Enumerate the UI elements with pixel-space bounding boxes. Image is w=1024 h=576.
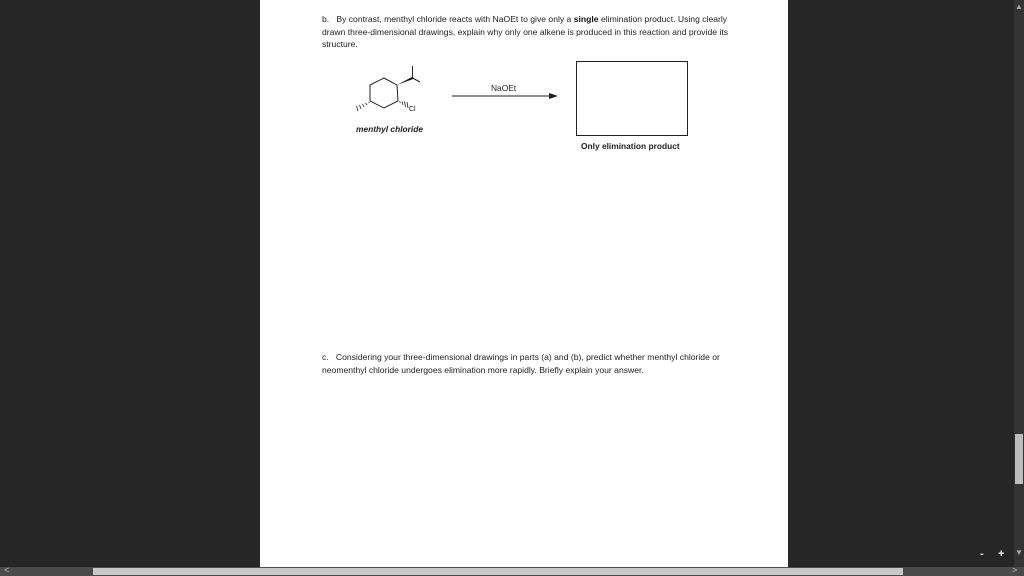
zoom-out-button[interactable]: - xyxy=(980,548,984,560)
menthyl-chloride-structure xyxy=(340,58,420,122)
isopropyl-wedge-bond xyxy=(397,77,413,85)
vertical-scrollbar[interactable] xyxy=(1014,0,1024,567)
part-b-text-start: By contrast, menthyl chloride reacts with NaOEt to give only a xyxy=(336,14,572,24)
chevron-right-icon[interactable]: > xyxy=(1012,565,1018,575)
isopropyl-branch xyxy=(413,78,421,82)
reagent-label: NaOEt xyxy=(491,83,517,93)
part-b-text-end: elimination product. Using clearly drawn three-dimensional drawings, explain why only one alkene is produced in this reaction and provide its structure. xyxy=(322,14,729,50)
chevron-down-icon[interactable]: ▼ xyxy=(1015,548,1023,557)
part-c-marker: c. xyxy=(322,352,329,362)
zoom-in-button[interactable]: + xyxy=(998,548,1005,560)
chevron-left-icon[interactable]: < xyxy=(4,565,10,575)
horizontal-scroll-thumb[interactable] xyxy=(93,568,903,575)
horizontal-scrollbar[interactable] xyxy=(0,567,1024,576)
part-c-text: Considering your three-dimensional drawings in parts (a) and (b), predict whether menthyl chloride or neomenthyl chloride undergoes elimination more rapidly. Briefly explain your answer. xyxy=(322,352,720,375)
part-b-bold-word: single xyxy=(573,14,599,24)
part-b-marker: b. xyxy=(322,14,330,24)
chevron-up-icon[interactable]: ▲ xyxy=(1015,2,1023,11)
chloride-hashed-bond xyxy=(400,102,409,109)
product-caption: Only elimination product xyxy=(581,141,680,151)
question-part-b xyxy=(322,13,732,51)
reaction-arrow xyxy=(452,90,562,102)
question-part-c xyxy=(322,351,732,376)
product-answer-box xyxy=(576,61,688,136)
chloro-label: Cl xyxy=(409,106,416,113)
document-page xyxy=(260,0,788,567)
vertical-scroll-thumb[interactable] xyxy=(1015,434,1023,484)
cyclohexane-ring xyxy=(370,78,398,108)
methyl-hashed-bond xyxy=(357,102,370,111)
reactant-caption: menthyl chloride xyxy=(356,124,424,134)
